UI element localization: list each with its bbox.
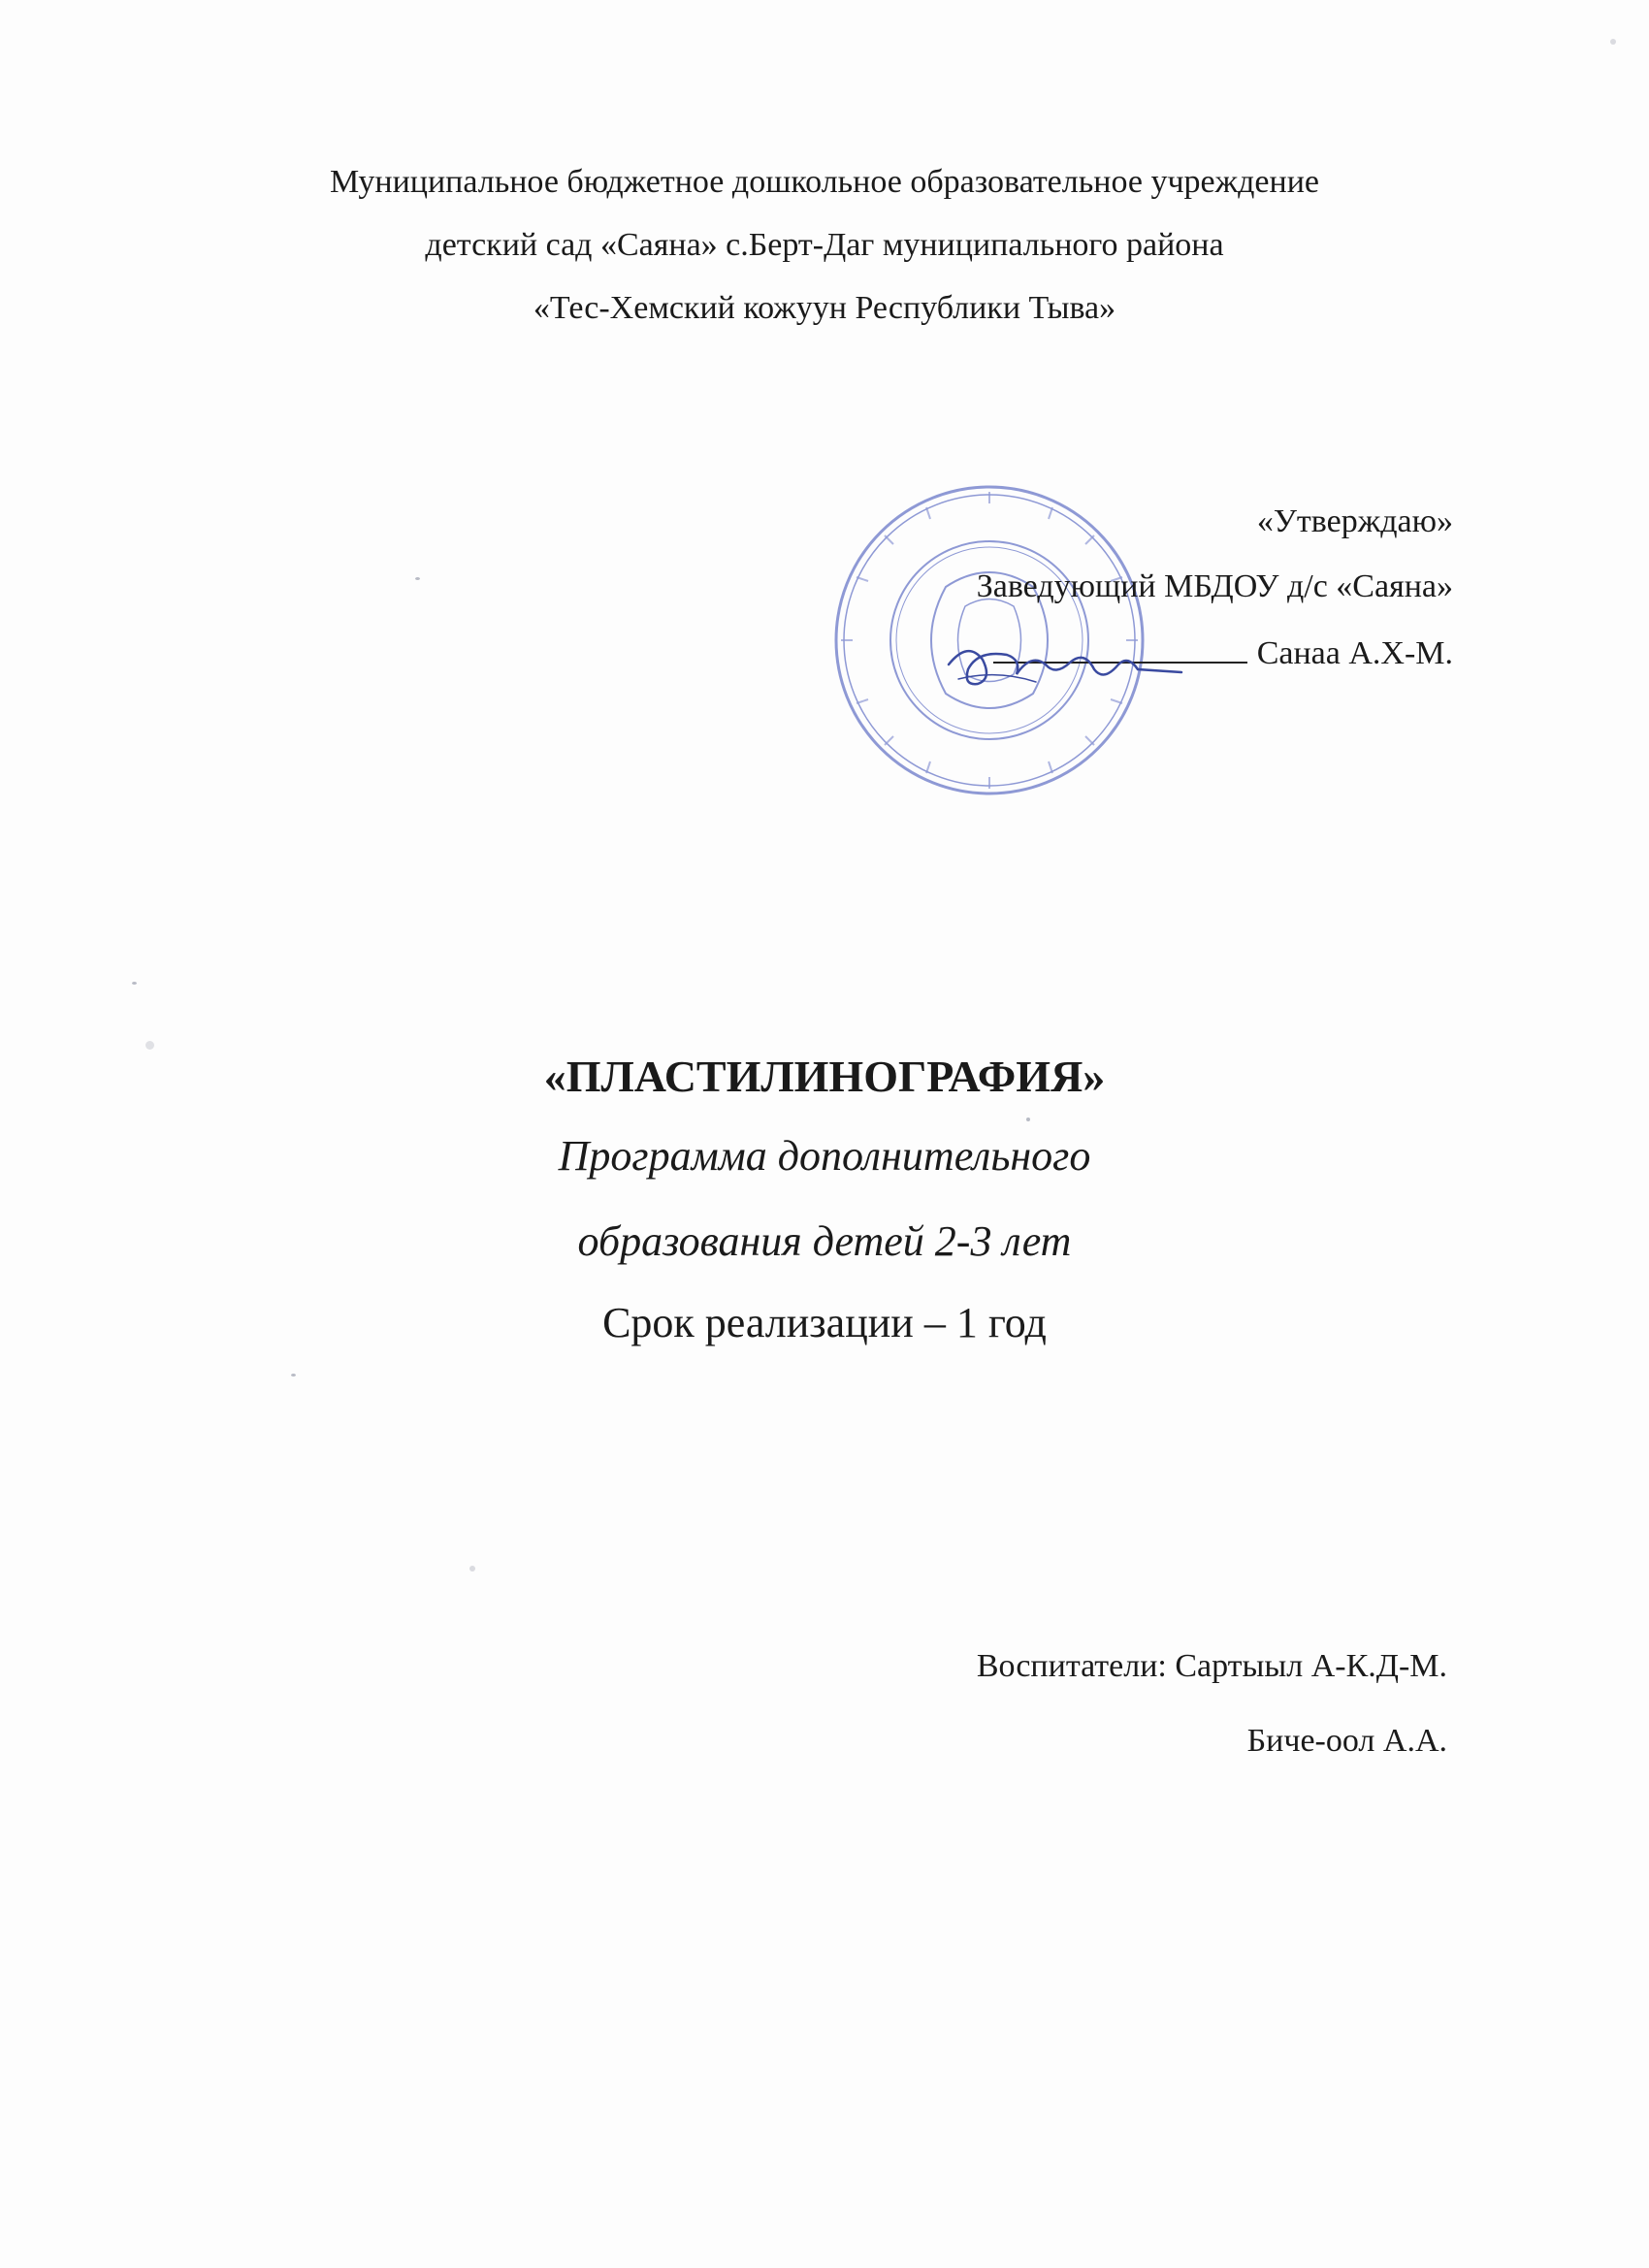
teachers-line-1: Воспитатели: Сартыыл А-К.Д-М. [976, 1648, 1447, 1684]
scan-speck [1026, 1118, 1030, 1121]
scan-speck [132, 982, 137, 985]
approval-label: «Утверждаю» [1256, 503, 1453, 539]
program-subtitle-line-1: Программа дополнительного [558, 1132, 1091, 1180]
scan-speck [146, 1041, 154, 1050]
scan-speck [291, 1374, 296, 1377]
header-line-3: «Тес-Хемский кожуун Республики Тыва» [533, 290, 1116, 326]
header-line-1: Муниципальное бюджетное дошкольное образовательное учреждение [330, 164, 1319, 200]
scan-speck [415, 577, 420, 580]
scan-speck [469, 1566, 475, 1571]
scan-speck [1610, 39, 1616, 45]
handwritten-signature [939, 626, 1191, 703]
program-term: Срок реализации – 1 год [602, 1299, 1047, 1346]
teachers-line-2: Биче-оол А.А. [1246, 1723, 1447, 1759]
approval-position: Заведующий МБДОУ д/с «Саяна» [976, 568, 1453, 604]
program-title: «ПЛАСТИЛИНОГРАФИЯ» [543, 1052, 1106, 1101]
header-line-2: детский сад «Саяна» с.Берт-Даг муниципального района [425, 227, 1224, 263]
approval-signer: Санаа А.Х-М. [1256, 635, 1453, 671]
program-subtitle-line-2: образования детей 2-3 лет [577, 1217, 1072, 1265]
